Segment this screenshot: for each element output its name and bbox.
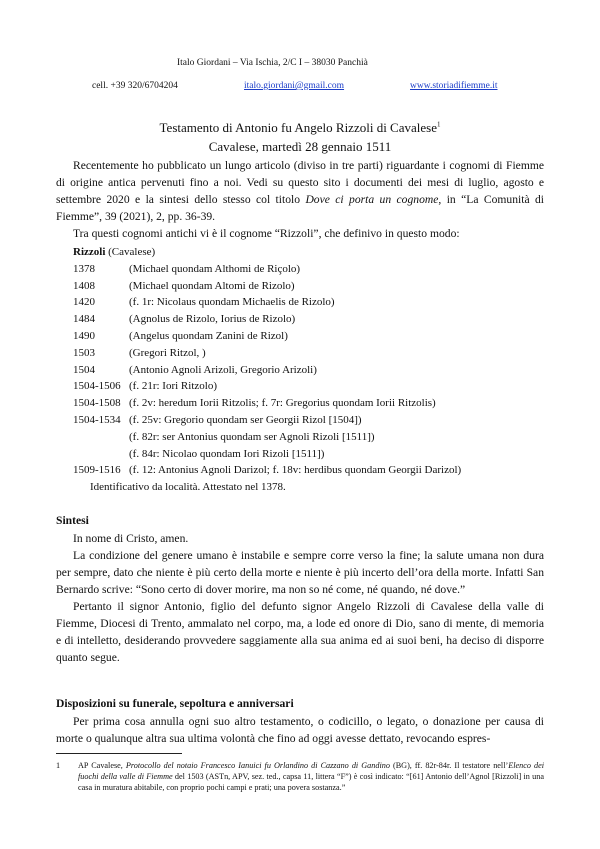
document-title — [0, 120, 600, 136]
footnote-separator — [56, 753, 182, 754]
surname-row — [73, 378, 461, 395]
surname-row-text: (Antonio Agnoli Arizoli, Gregorio Arizoli) — [129, 363, 317, 376]
surname-row-text: (f. 21r: Iori Ritzolo) — [129, 380, 217, 393]
surname-row — [73, 311, 461, 328]
title-line1: Testamento di Antonio fu Angelo Rizzoli di Cavalese — [159, 120, 437, 135]
surname-row — [73, 412, 461, 429]
surname-row-year: 1504-1506 — [73, 380, 121, 393]
intro-paragraph-2: Tra questi cognomi antichi vi è il cognome “Rizzoli”, che definivo in questo modo: — [73, 227, 460, 240]
surname-row-year: 1509-1516 — [73, 464, 121, 477]
surname-list — [73, 244, 461, 496]
surname-name: Rizzoli — [73, 246, 106, 258]
surname-row-year: 1504 — [73, 363, 95, 376]
disposizioni-heading: Disposizioni su funerale, sepoltura e anniversari — [56, 697, 294, 710]
surname-row-year: 1504-1534 — [73, 413, 121, 426]
footnote-number: 1 — [56, 761, 61, 770]
text-fragment: Protocollo del notaio Francesco Ianuici fu Orlandino di Cazzano di Gandino — [125, 761, 390, 770]
surname-row — [73, 395, 461, 412]
sintesi-paragraph-2: La condizione del genere umano è instabile e sempre corre verso la fine; la salute umana non dura per sempre, dato che niente è più certo della morte e niente è più incerto dell’ora della morte. Infatti San Bernardo scrive: “Sono certo di dover morire, ma non so né come, né quando, né dove.” — [56, 549, 544, 596]
text-fragment: (BG), ff. 82r-84r. Il testatore nell’ — [389, 761, 509, 770]
text-fragment: Dove ci porta un cognome — [305, 193, 439, 206]
disposizioni-section — [56, 713, 544, 747]
author-email-link[interactable]: italo.giordani@gmail.com — [244, 81, 345, 91]
surname-row — [73, 446, 461, 463]
sintesi-heading: Sintesi — [56, 514, 89, 527]
author-address: Italo Giordani – Via Ischia, 2/C I – 38030 Panchià — [177, 58, 368, 68]
surname-row-text: (Angelus quondam Zanini de Rizol) — [129, 329, 288, 342]
surname-row — [73, 261, 461, 278]
surname-row — [73, 294, 461, 311]
surname-row-text: (f. 82r: ser Antonius quondam ser Agnoli Rizoli [1511]) — [129, 430, 375, 443]
surname-row-year — [73, 429, 129, 446]
surname-row-text: (f. 84r: Nicolao quondam Iori Rizoli [1511]) — [129, 447, 325, 460]
text-fragment: , in “La Comunità di Fiemme”, 39 (2021), 2, pp. 36-39. — [56, 193, 545, 223]
footnote-text — [78, 760, 544, 793]
surname-place: (Cavalese) — [108, 246, 156, 258]
intro-section — [56, 157, 544, 242]
surname-rows — [73, 261, 461, 479]
sintesi-paragraph-1: In nome di Cristo, amen. — [73, 532, 189, 545]
document-date: Cavalese, martedì 28 gennaio 1511 — [208, 139, 392, 154]
intro-paragraph-1 — [56, 157, 544, 225]
sintesi-paragraph-3: Pertanto il signor Antonio, figlio del defunto signor Angelo Rizzoli di Cavalese della valle di Fiemme, Diocesi di Trento, ammalato nel corpo, ma, a lode ed onore di Dio, sano di mente, di memoria e di intelletto, desiderando provvedere saggiamente alla sua anima ed ai suoi beni, ha deciso di disporre quanto segue. — [56, 600, 544, 664]
surname-row-text: (f. 1r: Nicolaus quondam Michaelis de Rizolo) — [129, 296, 335, 309]
sintesi-section — [56, 530, 544, 666]
surname-row — [73, 278, 461, 295]
surname-row-year: 1490 — [73, 329, 95, 342]
surname-row — [73, 328, 461, 345]
surname-row-text: (f. 2v: heredum Iorii Ritzolis; f. 7r: Gregorius quondam Iorii Ritzolis) — [129, 397, 436, 410]
surname-row-year: 1503 — [73, 346, 95, 359]
text-fragment: del 1503 (ASTn, APV, sez. ted., capsa 11, littera “F”) è così indicato: “[61] Antonio dell’Agnol [Rizzoli] in una casa in muratura abitabile, con proprio pochi campi e prati; una povera sostanza.” — [78, 772, 544, 792]
surname-row — [73, 362, 461, 379]
surname-row-text: (Michael quondam Althomi de Riçolo) — [129, 262, 301, 275]
surname-row — [73, 462, 461, 479]
surname-row-year: 1378 — [73, 262, 95, 275]
text-fragment: Recentemente ho pubblicato un lungo articolo (diviso in tre parti) riguardante i cognomi di Fiemme di origine antica pervenuti fino a noi. Vedi su questo sito i documenti dei mesi di luglio, agosto e settembre 2020 e la sintesi dello stesso col titolo — [56, 159, 544, 206]
surname-row-text: (f. 25v: Gregorio quondam ser Georgii Rizol [1504]) — [129, 413, 362, 426]
surname-row-text: (Gregori Ritzol, ) — [129, 346, 206, 359]
surname-row-year: 1408 — [73, 279, 95, 292]
surname-row-text: (Agnolus de Rizolo, Iorius de Rizolo) — [129, 313, 296, 326]
title-footnote-mark[interactable]: 1 — [436, 120, 441, 129]
author-phone: cell. +39 320/6704204 — [92, 81, 178, 91]
surname-row-year: 1420 — [73, 296, 95, 309]
surname-note: Identificativo da località. Attestato nel 1378. — [90, 481, 286, 494]
surname-row — [73, 429, 461, 446]
surname-row-year: 1504-1508 — [73, 397, 121, 410]
surname-row — [73, 345, 461, 362]
surname-row-text: (f. 12: Antonius Agnoli Darizol; f. 18v: herdibus quondam Georgii Darizol) — [129, 464, 462, 477]
website-link[interactable]: www.storiadifiemme.it — [410, 81, 498, 91]
footnote-1 — [56, 760, 544, 793]
text-fragment: AP Cavalese, — [78, 761, 126, 770]
surname-row-text: (Michael quondam Altomi de Rizolo) — [129, 279, 295, 292]
disposizioni-paragraph-1: Per prima cosa annulla ogni suo altro testamento, o codicillo, o legato, o donazione per causa di morte o qualunque altra sua ultima volontà che fino ad oggi avesse dettato, revocando espres- — [56, 715, 544, 745]
text-fragment: Elenco dei fuochi della valle di Fiemme — [78, 761, 545, 781]
surname-row-year: 1484 — [73, 313, 95, 326]
surname-row-year — [73, 446, 129, 463]
surname-entry — [73, 244, 461, 261]
